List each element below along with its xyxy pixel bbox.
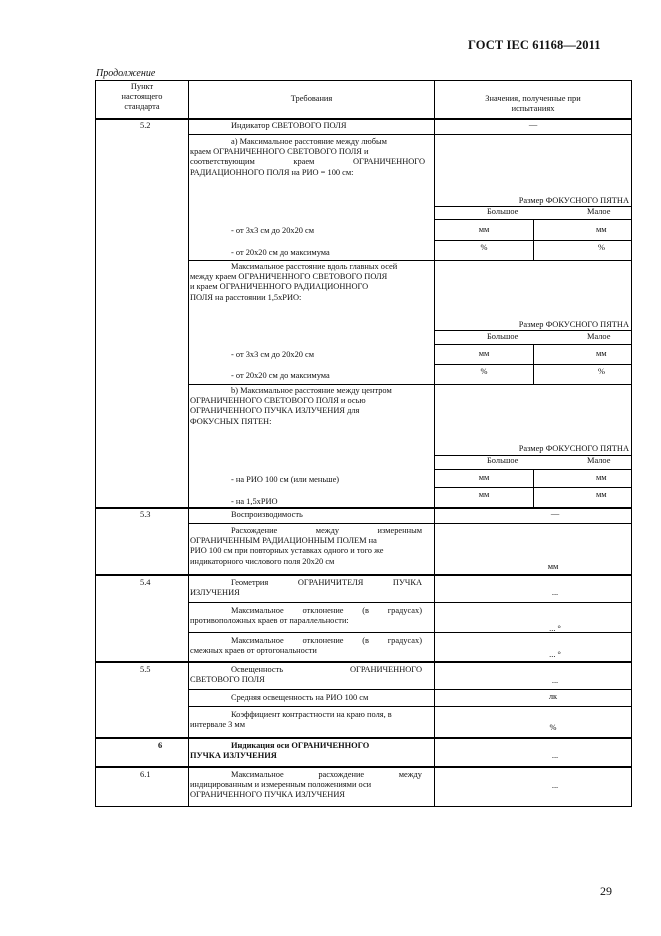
orthogonality-text: Максимальное отклонение (в градусах) смежных краев от ортогональности <box>190 636 422 656</box>
light-field-indicator-title: Индикатор СВЕТОВОГО ПОЛЯ <box>231 121 347 130</box>
range-20x20-2: - от 20х20 см до максимума <box>231 371 330 380</box>
req-axes-text: Максимальное расстояние вдоль главных осей между краем ОГРАНИЧЕННОГО СВЕТОВОГО ПОЛЯ и краем ОГРАНИЧЕННОГО РАДИАЦИОННОГО ПОЛЯ на расстоянии 1,5хРИО: <box>190 262 398 302</box>
range-3x3-a: - от 3х3 см до 20х20 см <box>231 226 315 235</box>
contrast-ratio-text: Коэффициент контрастности на краю поля, в интервале 3 мм <box>190 710 392 730</box>
continuation-label: Продолжение <box>96 68 156 79</box>
avg-illuminance-lux: лк <box>548 692 558 701</box>
reproducibility-title: Воспроизводимость <box>231 510 303 519</box>
axis-divergence-text: Максимальное расхождение между индицированным и измеренным положениями оси ОГРАНИЧЕННОГО ПУЧКА ИЗЛУЧЕНИЯ <box>190 770 422 800</box>
orthogonality-degrees: ... ° <box>549 650 561 659</box>
small-label-a: Малое <box>587 207 611 216</box>
large-label-a: Большое <box>487 207 519 216</box>
small-label-b: Малое <box>587 456 611 465</box>
clause-5-5: 5.5 <box>140 665 151 674</box>
second-small-mm: мм <box>596 349 607 358</box>
a-large-mm: мм <box>478 225 490 234</box>
large-label-2: Большое <box>487 332 519 341</box>
b-small-mm-1: мм <box>596 473 607 482</box>
second-large-mm: мм <box>478 349 490 358</box>
document-code: ГОСТ IEC 61168—2011 <box>468 38 601 52</box>
second-large-pct: % <box>480 367 488 376</box>
req-b-text: b) Максимальное расстояние между центром ОГРАНИЧЕННОГО СВЕТОВОГО ПОЛЯ и осью ОГРАНИЧЕННОГО ПУЧКА ИЗЛУЧЕНИЯ для ФОКУСНЫХ ПЯТЕН: <box>190 386 392 426</box>
col-requirements-header: Требования <box>290 94 333 103</box>
focal-spot-size-b: Размер ФОКУСНОГО ПЯТНА <box>518 444 629 453</box>
reproducibility-value: — <box>550 509 560 518</box>
focal-spot-size-2: Размер ФОКУСНОГО ПЯТНА <box>518 320 629 329</box>
parallelism-degrees: ... ° <box>549 624 561 633</box>
beam-axis-indication-title: Индикация оси ОГРАНИЧЕННОГО ПУЧКА ИЗЛУЧЕНИЯ <box>190 741 370 761</box>
light-field-indicator-value: — <box>528 120 538 129</box>
second-small-pct: % <box>598 367 605 376</box>
req-a-text: а) Максимальное расстояние между любым краем ОГРАНИЧЕННОГО СВЕТОВОГО ПОЛЯ и соответствующим краем ОГРАНИЧЕННОГО РАДИАЦИОННОГО ПОЛЯ на РИО = 100 см: <box>190 137 425 177</box>
clause-5-3: 5.3 <box>140 510 151 519</box>
illuminance-value: ... <box>551 676 559 685</box>
clause-5-4: 5.4 <box>140 578 151 587</box>
reproducibility-text: Расхождение между измеренным ОГРАНИЧЕННЫМ РАДИАЦИОННЫМ ПОЛЕМ на РИО 100 см при повторных уставках одного и того же индикаторного числового поля 20х20 см <box>190 526 422 566</box>
clause-6: 6 <box>158 741 163 750</box>
b-large-mm-2: мм <box>478 490 490 499</box>
clause-6-1: 6.1 <box>140 770 151 779</box>
focal-spot-size-a: Размер ФОКУСНОГО ПЯТНА <box>518 196 629 205</box>
illuminance-title: Освещенность ОГРАНИЧЕННОГО СВЕТОВОГО ПОЛЯ <box>190 665 422 685</box>
parallelism-text: Максимальное отклонение (в градусах) противоположных краев от параллельности: <box>190 606 422 626</box>
beam-axis-indication-value: ... <box>551 751 559 760</box>
beam-limiter-geometry-value: ... <box>551 588 559 597</box>
col-clause-header: Пункт настоящего стандарта <box>121 82 163 112</box>
col-values-header: Значения, полученные при испытаниях <box>485 94 581 114</box>
reproducibility-mm: мм <box>547 562 559 571</box>
beam-limiter-geometry-title: Геометрия ОГРАНИЧИТЕЛЯ ПУЧКА ИЗЛУЧЕНИЯ <box>190 578 422 598</box>
b-large-mm-1: мм <box>478 473 490 482</box>
large-label-b: Большое <box>487 456 519 465</box>
b-small-mm-2: мм <box>596 490 607 499</box>
a-large-pct: % <box>480 243 488 252</box>
avg-illuminance-text: Средняя освещенность на РИО 100 см <box>231 693 369 702</box>
clause-5-2: 5.2 <box>140 121 151 130</box>
sid-15-label: - на 1,5хРИО <box>231 497 278 506</box>
small-label-2: Малое <box>587 332 611 341</box>
contrast-ratio-pct: % <box>549 723 557 732</box>
a-small-mm: мм <box>596 225 607 234</box>
a-small-pct: % <box>598 243 605 252</box>
page-number: 29 <box>600 884 612 898</box>
range-20x20-a: - от 20х20 см до максимума <box>231 248 330 257</box>
sid-100-label: - на РИО 100 см (или меньше) <box>231 475 340 484</box>
range-3x3-2: - от 3х3 см до 20х20 см <box>231 350 315 359</box>
axis-divergence-value: ... <box>551 781 559 790</box>
